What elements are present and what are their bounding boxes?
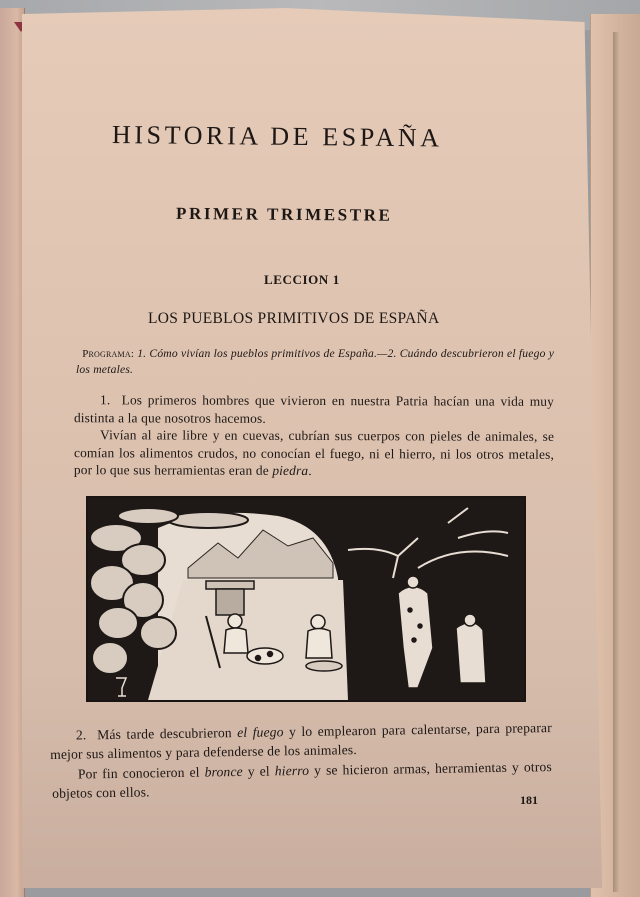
lesson-title: LOS PUEBLOS PRIMITIVOS DE ESPAÑA <box>148 310 440 327</box>
emphasis-el-fuego: el fuego <box>237 724 284 741</box>
paragraph-text: Más tarde descubrieron <box>97 725 238 743</box>
paragraph-text-end: . <box>308 462 312 478</box>
prehistoric-scene-icon <box>88 498 524 700</box>
cave-scene-illustration <box>86 496 526 702</box>
paragraph-text-end: y se hicieron armas, herramientas y otros objetos con ellos. <box>52 759 552 801</box>
paragraph-text: Vivían al aire libre y en cuevas, cubrían sus cuerpos con pieles de animales, se comían los alimentos crudos, no conocían el fuego, ni el hierro, ni los otros metales, por lo que sus herramientas eran de <box>73 427 555 478</box>
emphasis-bronce: bronce <box>204 763 243 780</box>
paragraph-2b <box>52 757 553 803</box>
page-heading: HISTORIA DE ESPAÑA <box>111 120 443 153</box>
term-subheading: PRIMER TRIMESTRE <box>175 203 393 225</box>
lesson-programa <box>76 346 556 377</box>
page-edge <box>613 32 619 892</box>
paragraph-number: 1. <box>100 392 111 408</box>
paragraph-text-middle: y el <box>242 763 275 779</box>
paragraph-2 <box>50 718 553 764</box>
programa-label: Programa: <box>82 348 135 360</box>
paragraph-1 <box>74 391 554 428</box>
programa-items: 1. Cómo vivían los pueblos primitivos de España.—2. Cuándo descubrieron el fuego y los metales. <box>76 347 555 376</box>
paragraph-text: Por fin conocieron el <box>77 764 205 782</box>
paragraph-text: Los primeros hombres que vivieron en nuestra Patria hacían una vida muy distinta a la que nosotros hacemos. <box>73 392 555 426</box>
emphasis-hierro: hierro <box>274 762 310 779</box>
paragraph-1b <box>74 426 554 480</box>
paragraph-text-end: y lo emplearon para calentarse, para preparar mejor sus alimentos y para defenderse de los animales. <box>50 720 552 762</box>
paragraph-number: 2. <box>75 727 87 743</box>
emphasis-piedra: piedra <box>272 462 309 478</box>
book-spine-left <box>0 8 25 897</box>
page-number: 181 <box>520 793 538 807</box>
lesson-number: LECCION 1 <box>264 272 340 287</box>
